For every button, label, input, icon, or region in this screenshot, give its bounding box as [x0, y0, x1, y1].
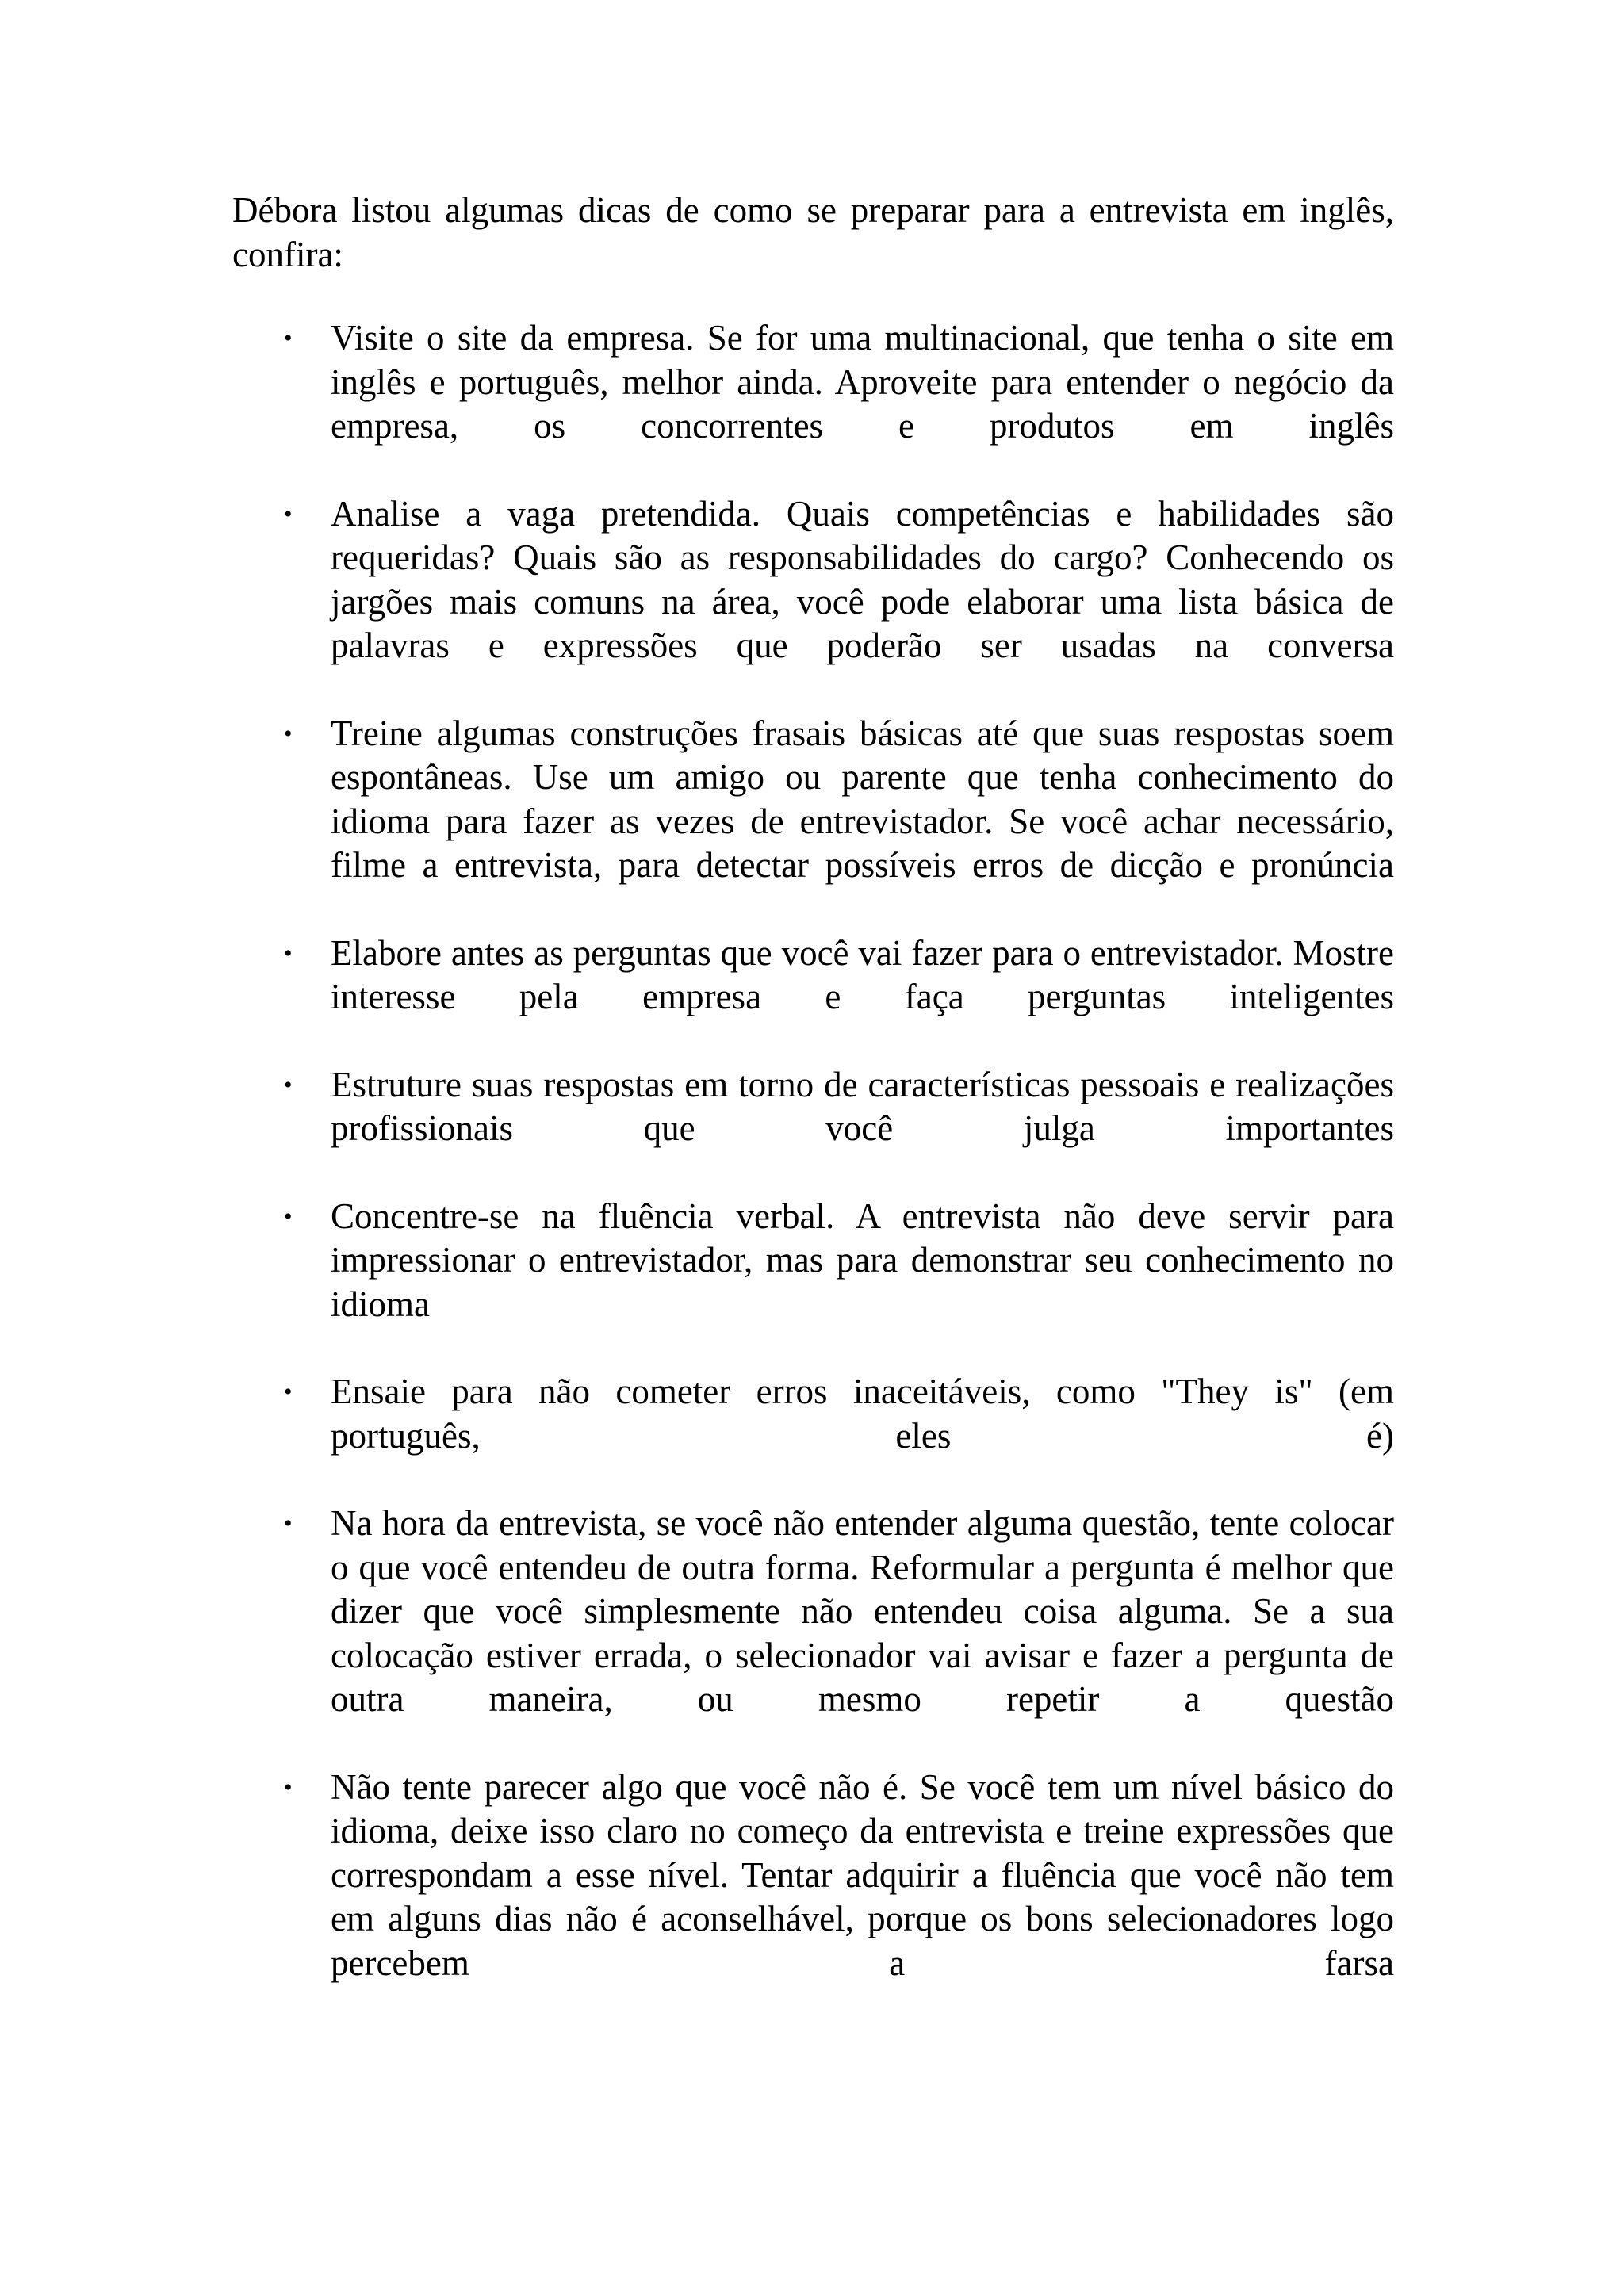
bullet-icon: •: [284, 1774, 293, 1800]
list-item: [232, 316, 1394, 449]
list-item: [232, 1370, 1394, 1458]
bullet-icon: •: [284, 1379, 293, 1405]
tip-text: Visite o site da empresa. Se for uma multinacional, que tenha o site em inglês e português, melhor ainda. Aproveite para entender o negócio da empresa, os concorrentes e produtos em inglês: [331, 318, 1394, 446]
list-item: [232, 1063, 1394, 1151]
intro-paragraph: Débora listou algumas dicas de como se preparar para a entrevista em inglês, confira:: [232, 190, 1394, 274]
tip-text: Treine algumas construções frasais básicas até que suas respostas soem espontâneas. Use um amigo ou parente que tenha conhecimento do idioma para fazer as vezes de entrevistador. Se você achar necessário, filme a entrevista, para detectar possíveis erros de dicção e pronúncia: [331, 713, 1394, 885]
tip-text: Na hora da entrevista, se você não entender alguma questão, tente colocar o que você entendeu de outra forma. Reformular a pergunta é melhor que dizer que você simplesmente não entendeu coisa alguma. Se a sua colocação estiver errada, o selecionador vai avisar e fazer a pergunta de outra maneira, ou mesmo repetir a questão: [331, 1503, 1394, 1719]
tip-text: Elabore antes as perguntas que você vai fazer para o entrevistador. Mostre interesse pela empresa e faça perguntas inteligentes: [331, 932, 1394, 1016]
bullet-icon: •: [284, 325, 293, 351]
tip-text: Analise a vaga pretendida. Quais competências e habilidades são requeridas? Quais são as responsabilidades do cargo? Conhecendo os jargões mais comuns na área, você pode elaborar uma lista básica de palavras e expressões que poderão ser usadas na conversa: [331, 493, 1394, 665]
tip-text: Não tente parecer algo que você não é. Se você tem um nível básico do idioma, deixe isso claro no começo da entrevista e treine expressões que correspondam a esse nível. Tentar adquirir a fluência que você não tem em alguns dias não é aconselhável, porque os bons selecionadores logo percebem a farsa: [331, 1766, 1394, 1983]
bullet-icon: •: [284, 720, 293, 747]
bullet-icon: •: [284, 1203, 293, 1230]
tips-list: [232, 316, 1394, 1985]
tip-text: Ensaie para não cometer erros inaceitáveis, como "They is" (em português, eles é): [331, 1372, 1394, 1456]
list-item: [232, 1502, 1394, 1722]
bullet-icon: •: [284, 1071, 293, 1098]
list-item: [232, 712, 1394, 888]
list-item: [232, 1195, 1394, 1327]
bullet-icon: •: [284, 500, 293, 527]
tip-text: Concentre-se na fluência verbal. A entrevista não deve servir para impressionar o entrevistador, mas para demonstrar seu conhecimento no idioma: [331, 1196, 1394, 1324]
list-item: [232, 932, 1394, 1020]
bullet-icon: •: [284, 939, 293, 966]
tip-text: Estruture suas respostas em torno de características pessoais e realizações profissionais que você julga importantes: [331, 1064, 1394, 1148]
bullet-icon: •: [284, 1510, 293, 1536]
list-item: [232, 492, 1394, 668]
document-body: [232, 189, 1394, 2029]
list-item: [232, 1766, 1394, 1986]
